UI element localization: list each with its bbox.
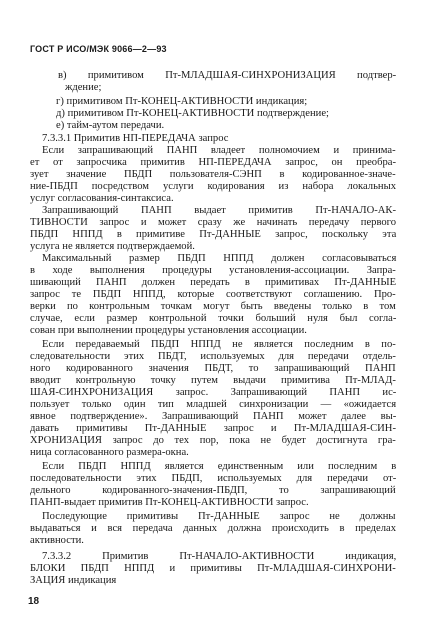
text-line: 7.3.3.1 Примитив НП-ПЕРЕДАЧА запрос bbox=[42, 133, 229, 144]
running-header: ГОСТ Р ИСО/МЭК 9066—2—93 bbox=[30, 44, 167, 54]
text-line: последовательности этих ПБДП, используемых для передачи от- bbox=[30, 473, 397, 484]
text-line: ет от запросчика примитив НП-ПЕРЕДАЧА запрос, он преобра- bbox=[30, 157, 397, 168]
text-line: ХРОНИЗАЦИЯ запрос до тех пор, пока не будет достигнута гра- bbox=[30, 435, 396, 446]
text-line: д) примитивом Пт-КОНЕЦ-АКТИВНОСТИ подтверждение; bbox=[56, 108, 329, 119]
text-line: услуг согласования-синтаксиса. bbox=[30, 193, 174, 204]
text-line: Если запрашивающий ПАНП владеет полномочием и принима- bbox=[42, 145, 396, 156]
text-line: БЛОКИ ПБДП НППД и примитивы Пт-МЛАДШАЯ-СИНХРОНИ- bbox=[30, 563, 396, 574]
text-line: следовательности этих ПБДТ, используемых для передачи отдель- bbox=[30, 351, 396, 362]
text-line: ние-ПБДП посредством услуги кодирования из набора локальных bbox=[30, 181, 396, 192]
text-line: случае, если размер контрольной точки больший нуля был согла- bbox=[30, 313, 397, 324]
text-line: 7.3.3.2 Примитив Пт-НАЧАЛО-АКТИВНОСТИ индикация, bbox=[42, 551, 397, 562]
text-line: ного кодированного значения ПБДТ, то запрашивающий ПАНП bbox=[30, 363, 396, 374]
text-line: ПАНП-выдает примитив Пт-КОНЕЦ-АКТИВНОСТИ запрос. bbox=[30, 497, 309, 508]
text-line: дельного кодированного-значения-ПБДП, то запрашивающий bbox=[30, 485, 396, 496]
text-line: в ходе выполнения процедуры установления-ассоциации. Запра- bbox=[30, 265, 396, 276]
text-line: услуга не является подтверждаемой. bbox=[30, 241, 195, 252]
text-line: ШАЯ-СИНХРОНИЗАЦИЯ запрос. Запрашивающий ПАНП ис- bbox=[30, 387, 397, 398]
text-line: вводит контрольную точку путем выдачи примитива Пт-МЛАД- bbox=[30, 375, 396, 386]
text-line: ПБДП НППД в примитиве Пт-ДАННЫЕ запрос, поскольку эта bbox=[30, 229, 397, 240]
text-line: пользует только один тип младшей синхронизации — «ожидается bbox=[30, 399, 397, 410]
text-line: явное подтверждение». Запрашивающий ПАНП может далее вы- bbox=[30, 411, 397, 422]
text-line: Если передаваемый ПБДП НППД не является последним в по- bbox=[42, 339, 396, 350]
text-line: активности. bbox=[30, 535, 84, 546]
text-line: г) примитивом Пт-КОНЕЦ-АКТИВНОСТИ индикация; bbox=[56, 96, 308, 107]
text-line: ЗАЦИЯ индикация bbox=[30, 575, 117, 586]
text-line: ТИВНОСТИ запрос и может сразу же начинать передачу первого bbox=[30, 217, 397, 228]
text-line: е) тайм-аутом передачи. bbox=[56, 120, 165, 131]
text-line: запрос те ПБДП НППД, которые соответствуют соглашению. Про- bbox=[30, 289, 396, 300]
text-line: ждение; bbox=[65, 82, 102, 93]
page-number: 18 bbox=[28, 596, 40, 607]
text-line: зует значение ПБДП пользователя-СЭНП в кодированное-значе- bbox=[30, 169, 396, 180]
text-line: Последующие примитивы Пт-ДАННЫЕ запрос не должны bbox=[42, 511, 396, 522]
text-line: Если ПБДП НППД является единственным или последним в bbox=[42, 461, 397, 472]
text-line: Запрашивающий ПАНП выдает примитив Пт-НАЧАЛО-АК- bbox=[42, 205, 397, 216]
text-line: верки по контрольным точкам могут быть введены только в том bbox=[30, 301, 396, 312]
text-line: в) примитивом Пт-МЛАДШАЯ-СИНХРОНИЗАЦИЯ подтвер- bbox=[58, 70, 397, 81]
text-line: шивающий ПАНП должен передать в примитивах Пт-ДАННЫЕ bbox=[30, 277, 397, 288]
text-line: Максимальный размер ПБДП НППД должен согласовываться bbox=[42, 253, 397, 264]
text-line: выдаваться и вся передача данных должна происходить в пределах bbox=[30, 523, 397, 534]
text-line: давать примитивы Пт-ДАННЫЕ запрос и Пт-МЛАДШАЯ-СИН- bbox=[30, 423, 396, 434]
text-line: ница согласованного размера-окна. bbox=[30, 447, 189, 458]
text-line: сован при выполнении процедуры установления ассоциации. bbox=[30, 325, 307, 336]
